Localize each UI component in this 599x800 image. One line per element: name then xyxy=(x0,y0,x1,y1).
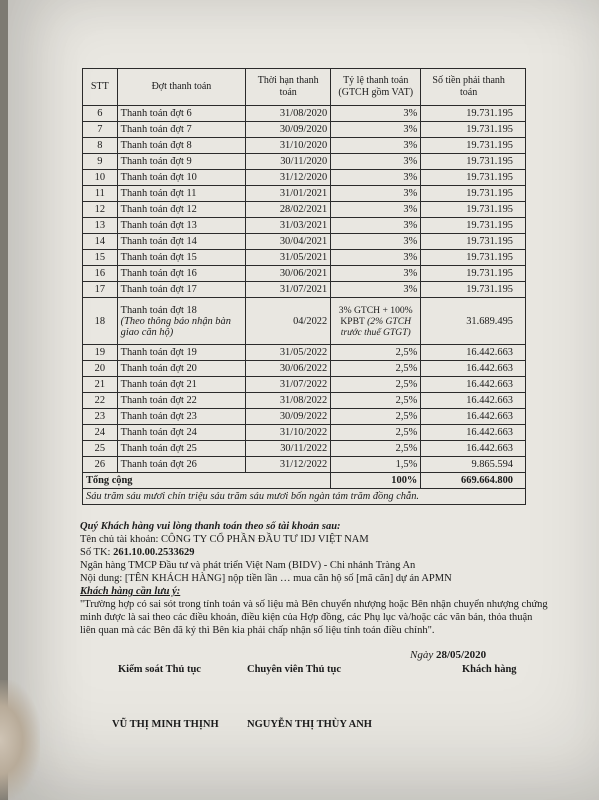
row-date: 31/03/2021 xyxy=(246,218,331,234)
row-name: Thanh toán đợt 13 xyxy=(117,218,246,234)
row-rate: 2,5% xyxy=(331,377,421,393)
row-date: 04/2022 xyxy=(246,298,331,345)
row-amount: 16.442.663 xyxy=(421,425,526,441)
row-rate: 3% xyxy=(331,170,421,186)
header-rate: Tỷ lệ thanh toán (GTCH gồm VAT) xyxy=(331,69,421,106)
row-rate: 1,5% xyxy=(331,457,421,473)
row-stt: 12 xyxy=(83,202,118,218)
row-name-note: (Theo thông báo nhận bàn giao căn hộ) xyxy=(120,315,231,338)
account-number-label: Số TK: xyxy=(80,547,111,558)
row-date: 31/08/2022 xyxy=(246,393,331,409)
total-row xyxy=(83,473,526,489)
table-row xyxy=(83,425,526,441)
table-row xyxy=(83,234,526,250)
row-rate: 3% xyxy=(331,122,421,138)
total-rate: 100% xyxy=(331,473,421,489)
signer-1-title: Kiểm soát Thủ tục xyxy=(118,664,201,675)
table-row xyxy=(83,298,526,345)
row-rate xyxy=(331,298,421,345)
row-name: Thanh toán đợt 15 xyxy=(117,250,246,266)
sign-date xyxy=(410,649,486,661)
row-stt: 16 xyxy=(83,266,118,282)
table-row xyxy=(83,138,526,154)
amount-in-words: Sáu trăm sáu mươi chín triệu sáu trăm sáu mươi bốn ngàn tám trăm đồng chẵn. xyxy=(83,489,526,505)
table-row xyxy=(83,393,526,409)
row-name: Thanh toán đợt 25 xyxy=(117,441,246,457)
payment-info xyxy=(80,520,550,637)
header-installment: Đợt thanh toán xyxy=(117,69,246,106)
row-amount: 19.731.195 xyxy=(421,282,526,298)
row-name: Thanh toán đợt 21 xyxy=(117,377,246,393)
row-amount: 19.731.195 xyxy=(421,170,526,186)
row-name: Thanh toán đợt 19 xyxy=(117,345,246,361)
row-amount: 19.731.195 xyxy=(421,186,526,202)
row-date: 30/09/2022 xyxy=(246,409,331,425)
row-rate: 2,5% xyxy=(331,361,421,377)
row-amount: 19.731.195 xyxy=(421,202,526,218)
row-rate: 3% xyxy=(331,138,421,154)
row-stt: 7 xyxy=(83,122,118,138)
table-row xyxy=(83,218,526,234)
account-number: 261.10.00.2533629 xyxy=(113,547,195,558)
note-text: "Trường hợp có sai sót trong tính toán và số liệu mà Bên chuyển nhượng hoặc Bên nhận chuyển nhượng chứng minh được là sai theo các điều khoản, điều kiện của Hợp đồng, các Phụ lục và/hoặc các văn bản, thỏa thuận liên quan mà các Bên đã ký thì Bên kia phải chấp nhận số liệu tính toán điều chỉnh". xyxy=(80,599,548,636)
row-name: Thanh toán đợt 16 xyxy=(117,266,246,282)
row-name: Thanh toán đợt 20 xyxy=(117,361,246,377)
row-amount: 19.731.195 xyxy=(421,250,526,266)
row-rate: 2,5% xyxy=(331,393,421,409)
row-amount: 19.731.195 xyxy=(421,234,526,250)
row-stt: 19 xyxy=(83,345,118,361)
row-date: 31/12/2020 xyxy=(246,170,331,186)
row-stt: 26 xyxy=(83,457,118,473)
table-row xyxy=(83,266,526,282)
account-name: Tên chủ tài khoản: CÔNG TY CỔ PHẦN ĐẦU TƯ IDJ VIỆT NAM xyxy=(80,534,369,545)
row-rate: 3% xyxy=(331,202,421,218)
table-row xyxy=(83,154,526,170)
row-amount: 16.442.663 xyxy=(421,393,526,409)
row-rate-text: 3% GTCH + 100% KPBT xyxy=(338,304,413,327)
row-name: Thanh toán đợt 12 xyxy=(117,202,246,218)
table-header-row xyxy=(83,69,526,106)
row-amount: 19.731.195 xyxy=(421,154,526,170)
row-rate: 2,5% xyxy=(331,425,421,441)
row-amount: 31.689.495 xyxy=(421,298,526,345)
row-stt: 11 xyxy=(83,186,118,202)
row-rate: 3% xyxy=(331,106,421,122)
table-body-c xyxy=(83,345,526,473)
row-date: 30/11/2022 xyxy=(246,441,331,457)
payment-schedule-table xyxy=(82,68,526,505)
row-amount: 19.731.195 xyxy=(421,122,526,138)
row-rate: 2,5% xyxy=(331,441,421,457)
row-amount: 16.442.663 xyxy=(421,377,526,393)
header-due-date: Thời hạn thanh toán xyxy=(246,69,331,106)
note-heading: Khách hàng cần lưu ý: xyxy=(80,586,181,597)
row-rate: 3% xyxy=(331,154,421,170)
row-amount: 16.442.663 xyxy=(421,409,526,425)
row-name: Thanh toán đợt 24 xyxy=(117,425,246,441)
row-date: 30/04/2021 xyxy=(246,234,331,250)
table-body-b xyxy=(83,298,526,345)
row-date: 31/08/2020 xyxy=(246,106,331,122)
row-rate: 2,5% xyxy=(331,409,421,425)
row-date: 30/09/2020 xyxy=(246,122,331,138)
row-amount: 19.731.195 xyxy=(421,138,526,154)
row-rate: 3% xyxy=(331,234,421,250)
row-rate-note: (2% GTCH trước thuế GTGT) xyxy=(340,315,412,338)
row-date: 31/07/2022 xyxy=(246,377,331,393)
row-rate: 3% xyxy=(331,282,421,298)
signer-2-title: Chuyên viên Thủ tục xyxy=(247,664,342,675)
row-stt: 23 xyxy=(83,409,118,425)
sign-date-value: 28/05/2020 xyxy=(435,649,487,661)
header-amount: Số tiền phải thanh toán xyxy=(421,69,526,106)
total-amount: 669.664.800 xyxy=(421,473,526,489)
info-heading: Quý Khách hàng vui lòng thanh toán theo số tài khoản sau: xyxy=(80,521,341,532)
bank-name: Ngân hàng TMCP Đầu tư và phát triển Việt Nam (BIDV) - Chi nhánh Tràng An xyxy=(80,560,416,571)
row-stt: 17 xyxy=(83,282,118,298)
signer-1-name: VŨ THỊ MINH THỊNH xyxy=(112,719,219,730)
row-amount: 16.442.663 xyxy=(421,361,526,377)
row-stt: 14 xyxy=(83,234,118,250)
row-name xyxy=(117,298,246,345)
row-rate: 3% xyxy=(331,266,421,282)
table-row xyxy=(83,106,526,122)
row-amount: 19.731.195 xyxy=(421,266,526,282)
table-row xyxy=(83,457,526,473)
row-stt: 13 xyxy=(83,218,118,234)
row-date: 28/02/2021 xyxy=(246,202,331,218)
row-rate: 3% xyxy=(331,250,421,266)
row-stt: 9 xyxy=(83,154,118,170)
row-name: Thanh toán đợt 22 xyxy=(117,393,246,409)
row-amount: 16.442.663 xyxy=(421,441,526,457)
row-name: Thanh toán đợt 23 xyxy=(117,409,246,425)
row-date: 30/11/2020 xyxy=(246,154,331,170)
table-body-a xyxy=(83,106,526,298)
table-row xyxy=(83,250,526,266)
row-amount: 19.731.195 xyxy=(421,218,526,234)
row-name: Thanh toán đợt 26 xyxy=(117,457,246,473)
row-date: 30/06/2022 xyxy=(246,361,331,377)
row-rate: 3% xyxy=(331,186,421,202)
row-stt: 24 xyxy=(83,425,118,441)
finger-shadow xyxy=(0,680,40,800)
row-rate: 3% xyxy=(331,218,421,234)
row-stt: 8 xyxy=(83,138,118,154)
row-date: 31/05/2021 xyxy=(246,250,331,266)
row-stt: 21 xyxy=(83,377,118,393)
row-stt: 22 xyxy=(83,393,118,409)
row-name: Thanh toán đợt 6 xyxy=(117,106,246,122)
account-number-line xyxy=(80,546,550,559)
row-name-text: Thanh toán đợt 18 xyxy=(120,304,197,316)
row-amount: 16.442.663 xyxy=(421,345,526,361)
row-date: 31/10/2022 xyxy=(246,425,331,441)
table-row xyxy=(83,377,526,393)
table-row xyxy=(83,186,526,202)
amount-in-words-row xyxy=(83,489,526,505)
row-amount: 9.865.594 xyxy=(421,457,526,473)
signer-2-name: NGUYỄN THỊ THÙY ANH xyxy=(247,719,372,730)
sign-date-label: Ngày xyxy=(410,649,434,661)
table-row xyxy=(83,122,526,138)
row-stt: 18 xyxy=(83,298,118,345)
table-row xyxy=(83,441,526,457)
row-name: Thanh toán đợt 9 xyxy=(117,154,246,170)
header-stt: STT xyxy=(83,69,118,106)
table-footer xyxy=(83,473,526,505)
row-amount: 19.731.195 xyxy=(421,106,526,122)
table-row xyxy=(83,345,526,361)
table-row xyxy=(83,361,526,377)
row-name: Thanh toán đợt 11 xyxy=(117,186,246,202)
total-label: Tổng cộng xyxy=(83,473,331,489)
row-date: 31/05/2022 xyxy=(246,345,331,361)
table-row xyxy=(83,282,526,298)
row-stt: 6 xyxy=(83,106,118,122)
row-date: 31/07/2021 xyxy=(246,282,331,298)
row-date: 31/10/2020 xyxy=(246,138,331,154)
row-rate: 2,5% xyxy=(331,345,421,361)
row-name: Thanh toán đợt 8 xyxy=(117,138,246,154)
row-date: 31/01/2021 xyxy=(246,186,331,202)
row-name: Thanh toán đợt 10 xyxy=(117,170,246,186)
table-row xyxy=(83,409,526,425)
row-name: Thanh toán đợt 17 xyxy=(117,282,246,298)
row-stt: 10 xyxy=(83,170,118,186)
row-name: Thanh toán đợt 14 xyxy=(117,234,246,250)
row-name: Thanh toán đợt 7 xyxy=(117,122,246,138)
table-row xyxy=(83,202,526,218)
table-row xyxy=(83,170,526,186)
payment-content: Nội dung: [TÊN KHÁCH HÀNG] nộp tiền lần … mua căn hộ số [mã căn] dự án APMN xyxy=(80,573,452,584)
row-date: 31/12/2022 xyxy=(246,457,331,473)
row-stt: 20 xyxy=(83,361,118,377)
row-date: 30/06/2021 xyxy=(246,266,331,282)
signer-3-title: Khách hàng xyxy=(462,664,517,675)
row-stt: 15 xyxy=(83,250,118,266)
row-stt: 25 xyxy=(83,441,118,457)
